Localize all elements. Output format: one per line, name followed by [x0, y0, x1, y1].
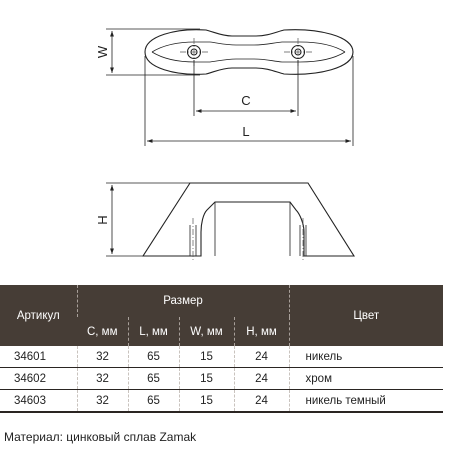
cell-article: 34603 [0, 390, 77, 413]
cell-c: 32 [77, 368, 128, 390]
cell-h: 24 [234, 368, 289, 390]
subheader-h: H, мм [234, 317, 289, 346]
header-size: Размер [77, 285, 289, 317]
cell-l: 65 [128, 368, 179, 390]
cell-c: 32 [77, 390, 128, 413]
cell-color: хром [289, 368, 443, 390]
cell-c: 32 [77, 346, 128, 368]
cell-article: 34601 [0, 346, 77, 368]
dimension-c-label: C [241, 93, 251, 108]
subheader-c: C, мм [77, 317, 128, 346]
cell-h: 24 [234, 346, 289, 368]
cell-w: 15 [179, 368, 234, 390]
handle-top-inner-line [152, 42, 345, 52]
side-view [143, 183, 354, 256]
cell-w: 15 [179, 346, 234, 368]
subheader-l: L, мм [128, 317, 179, 346]
spec-table [0, 285, 443, 413]
side-center-lines [193, 218, 303, 262]
cell-color: никель [289, 346, 443, 368]
dimension-l-label: L [242, 124, 250, 139]
handle-top-inner-line-lower [152, 52, 345, 62]
cell-l: 65 [128, 390, 179, 413]
dimension-h-label: H [95, 215, 110, 225]
material-note: Материал: цинковый сплав Zamak [4, 430, 197, 444]
handle-side-outline [143, 183, 354, 256]
table-row [0, 368, 443, 390]
table-row [0, 390, 443, 413]
header-article: Артикул [0, 285, 77, 346]
cell-h: 24 [234, 390, 289, 413]
top-view [145, 30, 353, 75]
table-header-row [0, 285, 443, 317]
subheader-w: W, мм [179, 317, 234, 346]
dimension-w-label: W [95, 45, 110, 59]
handle-top-outline [145, 30, 353, 75]
cell-article: 34602 [0, 368, 77, 390]
table-row [0, 346, 443, 368]
header-color: Цвет [289, 285, 443, 346]
cell-color: никель темный [289, 390, 443, 413]
cell-w: 15 [179, 390, 234, 413]
cell-l: 65 [128, 346, 179, 368]
